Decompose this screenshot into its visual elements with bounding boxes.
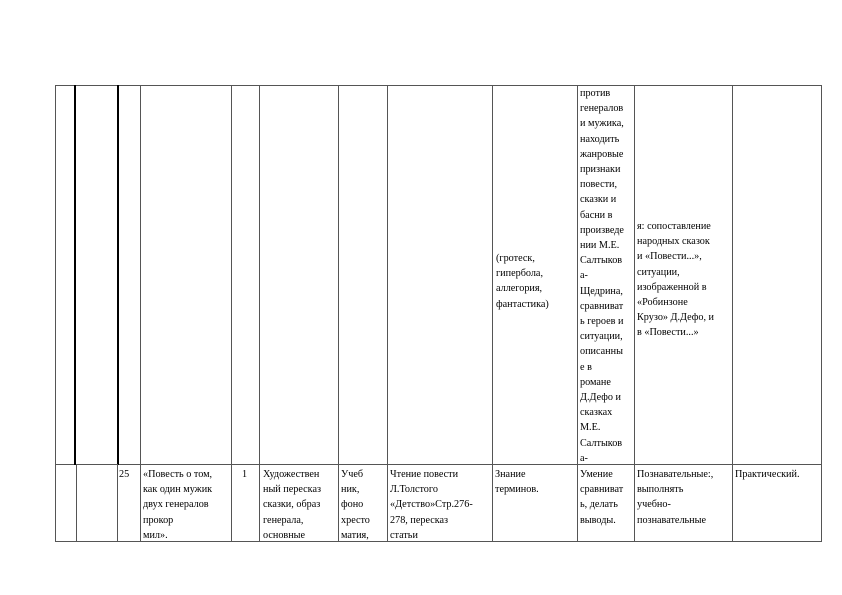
cell-hours: 1 [242, 469, 248, 480]
column-border [259, 85, 260, 542]
column-border [55, 85, 56, 542]
cell-uud: Познавательные:, выполнять учебно- познавательные [637, 469, 714, 526]
table-top-border [55, 85, 822, 86]
cell-lesson-number: 25 [119, 469, 130, 480]
cell-activities: Чтение повести Л.Толстого «Детство»Стр.276- 278, пересказ статьи [390, 469, 473, 541]
column-border [577, 85, 578, 542]
cell-activities: (гротеск, гипербола, аллегория, фантастика) [496, 253, 549, 310]
cell-knowledge: Знание терминов. [495, 469, 539, 496]
cell-content: Художествен ный пересказ сказки, образ генерала, основные [263, 469, 322, 541]
cell-topic: «Повесть о том, как один мужик двух генералов прокор мил». [143, 469, 213, 541]
column-border [634, 85, 635, 542]
column-border [74, 85, 76, 465]
column-border [117, 464, 118, 542]
column-border [76, 464, 77, 542]
row-divider [55, 464, 822, 465]
cell-skills: против генералов и мужика, находить жанровые признаки повести, сказки и басни в произведе нии М.Е. Салтыков а- Щедрина, сравниват ь героев и ситуации, описанны е в романе Д.Дефо и сказках М.Е. Салтыков а- [580, 88, 624, 463]
cell-resources: Учеб ник, фоно хресто матия, [341, 469, 370, 541]
cell-skills: Умение сравниват ь, делать выводы. [580, 469, 624, 526]
column-border [387, 85, 388, 542]
column-border [117, 85, 119, 465]
cell-control: Практический. [735, 469, 800, 480]
column-border [140, 85, 141, 542]
table-bottom-border [55, 541, 822, 542]
column-border [821, 85, 822, 542]
cell-uud: я: сопоставление народных сказок и «Повести...», ситуации, изображенной в «Робинзоне Крузо» Д.Дефо, и в «Повести...» [637, 221, 715, 339]
column-border [492, 85, 493, 542]
column-border [231, 85, 232, 542]
